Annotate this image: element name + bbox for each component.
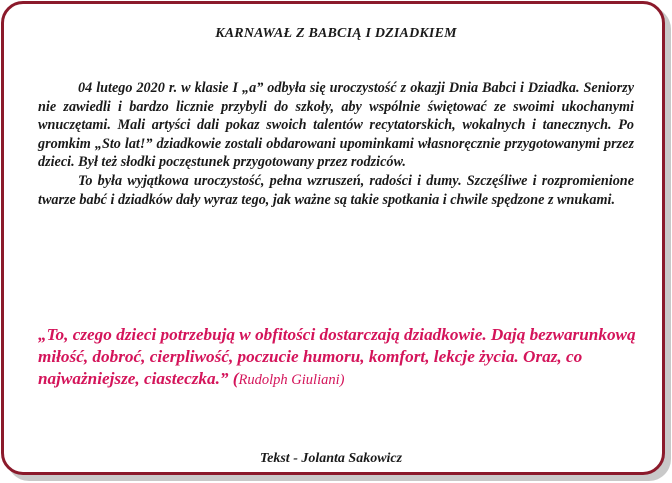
- quote-author: Rudolph Giuliani): [238, 372, 345, 388]
- document-frame: [1, 1, 665, 475]
- paragraph-2: To była wyjątkowa uroczystość, pełna wzruszeń, radości i dumy. Szczęśliwe i rozpromienione twarze babć i dziadków dały wyraz tego, jak ważne są takie spotkania i chwile spędzone z wnukami.: [38, 172, 634, 208]
- paragraph-1: 04 lutego 2020 r. w klasie I „a” odbyła się uroczystość z okazji Dnia Babci i Dziadka. Seniorzy nie zawiedli i bardzo licznie przybyli do szkoły, aby wspólnie świętować ze swoimi ukochanymi wnuczętami. Mali artyści dali pokaz swoich talentów recytatorskich, wokalnych i tanecznych. Po gromkim „Sto lat!” dziadkowie zostali obdarowani upominkami własnoręcznie przygotowanymi przez dzieci. Był też słodki poczęstunek przygotowany przez rodziców.: [38, 80, 634, 171]
- article-body: [38, 79, 634, 209]
- quote-block: [38, 324, 638, 391]
- author-signature: Tekst - Jolanta Sakowicz: [259, 451, 403, 466]
- article-title: KARNAWAŁ Z BABCIĄ I DZIADKIEM: [215, 26, 457, 41]
- quote-text: „To, czego dzieci potrzebują w obfitości dostarczają dziadkowie. Dają bezwarunkową miłość, dobroć, cierpliwość, poczucie humoru, komfort, lekcje życia. Oraz, co najważniejsze, ciasteczka.” (: [38, 325, 636, 388]
